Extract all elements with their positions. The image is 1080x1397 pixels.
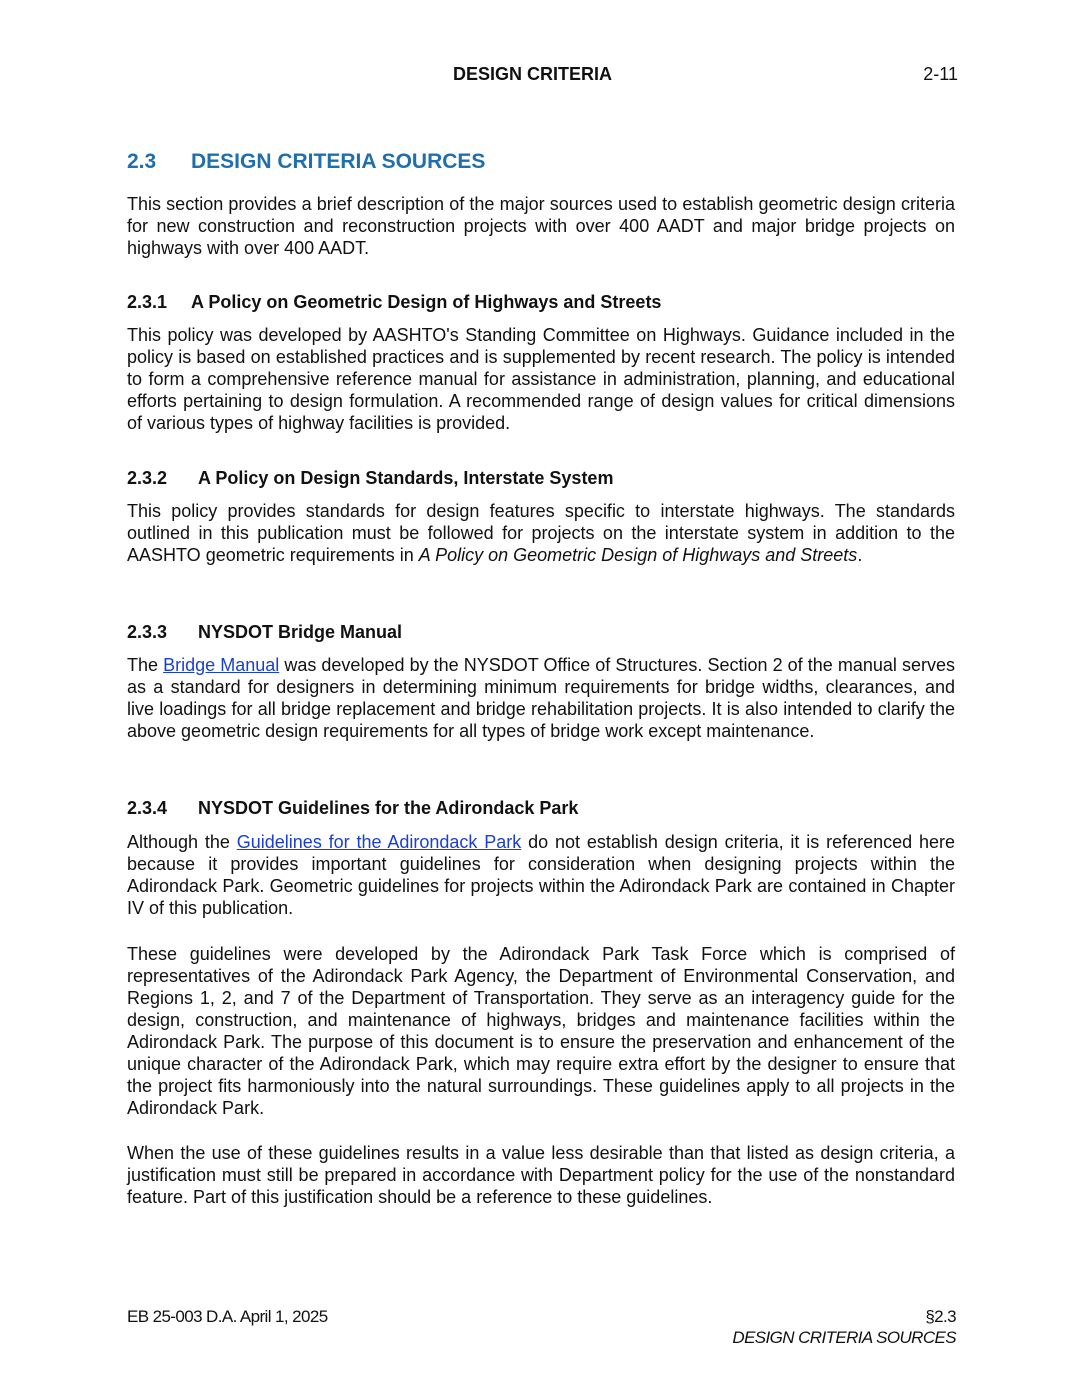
subsection-heading-2-3-3 <box>127 622 402 643</box>
subsection-number: 2.3.3 <box>127 622 168 642</box>
subsection-number: 2.3.1 <box>127 292 168 312</box>
subsection-paragraph-3: When the use of these guidelines results in a value less desirable than that listed as design criteria, a justification must still be prepared in accordance with Department policy for the use of the nonstandard feature. Part of this justification should be a reference to these guidelines. <box>127 1143 955 1207</box>
subsection-heading-2-3-4 <box>127 798 578 819</box>
subsection-number: 2.3.2 <box>127 468 168 488</box>
subsection-paragraph-2: These guidelines were developed by the Adirondack Park Task Force which is comprised of representatives of the Adirondack Park Agency, the Department of Environmental Conservation, and Regions 1, 2, and 7 of the Department of Transportation. They serve as an interagency guide for the design, construction, and maintenance of highways, bridges and maintenance facilities within the Adirondack Park. The purpose of this document is to ensure the preservation and enhancement of the unique character of the Adirondack Park, which may require extra effort by the designer to ensure that the project fits harmoniously into the natural surroundings. These guidelines apply to all projects in the Adirondack Park. <box>127 944 955 1118</box>
body-text: do not establish design criteria, it is referenced here because it provides important guidelines for consideration when designing projects within the Adirondack Park. Geometric guidelines for projects within the Adirondack Park are contained in Chapter IV of this publication. <box>127 832 956 918</box>
footer-document-id: EB 25-003 D.A. April 1, 2025 <box>127 1307 328 1326</box>
running-header-title: DESIGN CRITERIA <box>453 64 613 84</box>
bridge-manual-link[interactable]: Bridge Manual <box>163 655 280 675</box>
subsection-title: A Policy on Geometric Design of Highways and Streets <box>191 292 662 312</box>
body-text: . <box>857 545 863 565</box>
section-number: 2.3 <box>127 150 157 173</box>
subsection-text-2-3-4 <box>127 831 955 919</box>
subsection-heading-2-3-1 <box>127 292 661 313</box>
section-heading <box>127 150 485 174</box>
subsection-title: A Policy on Design Standards, Interstate System <box>198 468 614 488</box>
footer-section-title: DESIGN CRITERIA SOURCES <box>732 1328 956 1347</box>
body-text: The <box>127 655 164 675</box>
subsection-heading-2-3-2 <box>127 468 613 489</box>
body-text: was developed by the NYSDOT Office of Structures. Section 2 of the manual serves as a standard for designers in determining minimum requirements for bridge widths, clearances, and live loadings for all bridge replacement and bridge rehabilitation projects. It is also intended to clarify the above geometric design requirements for all types of bridge work except maintenance. <box>127 655 955 741</box>
page-number: 2-11 <box>923 64 958 84</box>
subsection-number: 2.3.4 <box>127 798 168 818</box>
section-intro: This section provides a brief description of the major sources used to establish geometric design criteria for new construction and reconstruction projects with over 400 AADT and major bridge projects on highways with over 400 AADT. <box>127 194 955 258</box>
footer-section-number: §2.3 <box>925 1307 956 1326</box>
body-text: Although the <box>127 832 237 852</box>
subsection-title: NYSDOT Guidelines for the Adirondack Park <box>198 798 579 818</box>
subsection-title: NYSDOT Bridge Manual <box>198 622 403 642</box>
adirondack-guidelines-link[interactable]: Guidelines for the Adirondack Park <box>236 832 522 852</box>
subsection-text-2-3-1: This policy was developed by AASHTO's Standing Committee on Highways. Guidance included in the policy is based on established practices and is supplemented by recent research. The policy is intended to form a comprehensive reference manual for assistance in administration, planning, and educational efforts pertaining to design formulation. A recommended range of design values for critical dimensions of various types of highway facilities is provided. <box>127 325 955 433</box>
body-text: This policy provides standards for design features specific to interstate highways. The standards outlined in this publication must be followed for projects on the interstate system in addition to the AASHTO geometric requirements in <box>127 501 955 565</box>
section-title: DESIGN CRITERIA SOURCES <box>191 150 486 173</box>
publication-title: A Policy on Geometric Design of Highways and Streets <box>418 545 858 565</box>
subsection-text-2-3-3 <box>127 654 955 742</box>
subsection-text-2-3-2 <box>127 500 955 566</box>
